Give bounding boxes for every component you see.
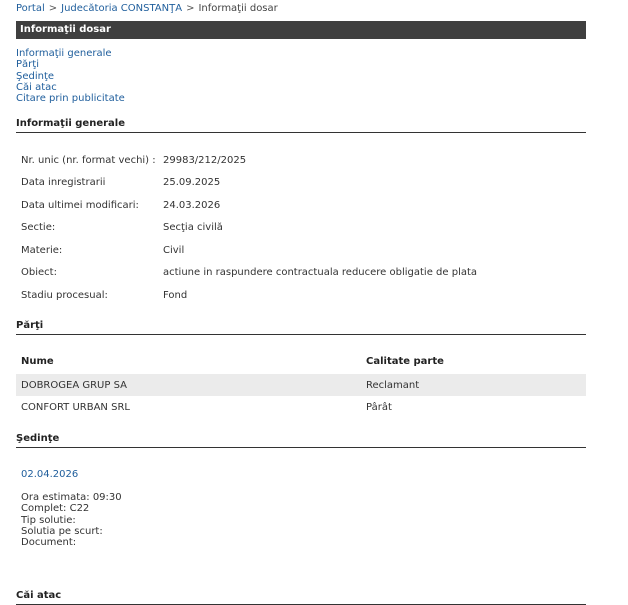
section-nav bbox=[16, 48, 125, 104]
table-row bbox=[16, 374, 586, 396]
info-label: Materie: bbox=[21, 245, 63, 256]
info-label: Stadiu procesual: bbox=[21, 290, 108, 301]
breadcrumb-current: Informaţii dosar bbox=[198, 3, 278, 14]
info-value: Fond bbox=[163, 290, 188, 301]
nav-link-informatii-generale[interactable]: Informaţii generale bbox=[16, 48, 112, 59]
section-header-parti: Părţi bbox=[16, 320, 586, 335]
party-role: Reclamant bbox=[366, 380, 420, 391]
info-value: Civil bbox=[163, 245, 185, 256]
info-label: Obiect: bbox=[21, 267, 57, 278]
table-row bbox=[16, 396, 586, 418]
parti-column-header-calitate: Calitate parte bbox=[366, 356, 444, 367]
info-value: 24.03.2026 bbox=[163, 200, 221, 211]
breadcrumb-separator: > bbox=[48, 3, 58, 14]
party-name: DOBROGEA GRUP SA bbox=[21, 380, 127, 391]
info-label: Nr. unic (nr. format vechi) : bbox=[21, 155, 156, 166]
parti-column-header-nume: Nume bbox=[21, 356, 54, 367]
sedinta-ora-estimata: Ora estimata: 09:30 bbox=[21, 492, 122, 503]
party-name: CONFORT URBAN SRL bbox=[21, 402, 130, 413]
info-value: 25.09.2025 bbox=[163, 177, 221, 188]
nav-link-sedinte[interactable]: Şedinţe bbox=[16, 70, 55, 82]
party-role: Pârât bbox=[366, 402, 392, 413]
nav-link-parti[interactable]: Părţi bbox=[16, 59, 39, 71]
info-label: Data inregistrarii bbox=[21, 177, 106, 188]
breadcrumb-portal-link[interactable]: Portal bbox=[16, 3, 45, 14]
breadcrumb-separator: > bbox=[186, 3, 195, 14]
sedinta-details bbox=[21, 492, 122, 548]
info-value: actiune in raspundere contractuala reducere obligatie de plata bbox=[163, 267, 478, 278]
section-header-cai-atac: Căi atac bbox=[16, 590, 586, 605]
sedinta-solutia-pe-scurt: Solutia pe scurt: bbox=[21, 525, 103, 537]
info-value: Secţia civilă bbox=[163, 222, 223, 233]
info-value: 29983/212/2025 bbox=[163, 155, 247, 166]
sedinta-document: Document: bbox=[21, 537, 77, 549]
sedinta-tip-solutie: Tip solutie: bbox=[21, 514, 76, 526]
section-header-informatii-generale: Informaţii generale bbox=[16, 118, 586, 133]
sedinta-complet: Complet: C22 bbox=[21, 503, 90, 515]
breadcrumb-court-link[interactable]: Judecătoria CONSTANŢA bbox=[61, 3, 183, 14]
info-label: Sectie: bbox=[21, 222, 56, 233]
section-header-sedinte: Şedinţe bbox=[16, 433, 586, 448]
info-label: Data ultimei modificari: bbox=[21, 200, 139, 211]
page-title: Informaţii dosar bbox=[16, 21, 586, 39]
sedinta-date-link[interactable]: 02.04.2026 bbox=[21, 469, 79, 480]
nav-link-cai-atac[interactable]: Căi atac bbox=[16, 81, 57, 93]
breadcrumb bbox=[16, 3, 278, 14]
nav-link-citare-publicitate[interactable]: Citare prin publicitate bbox=[16, 93, 125, 105]
